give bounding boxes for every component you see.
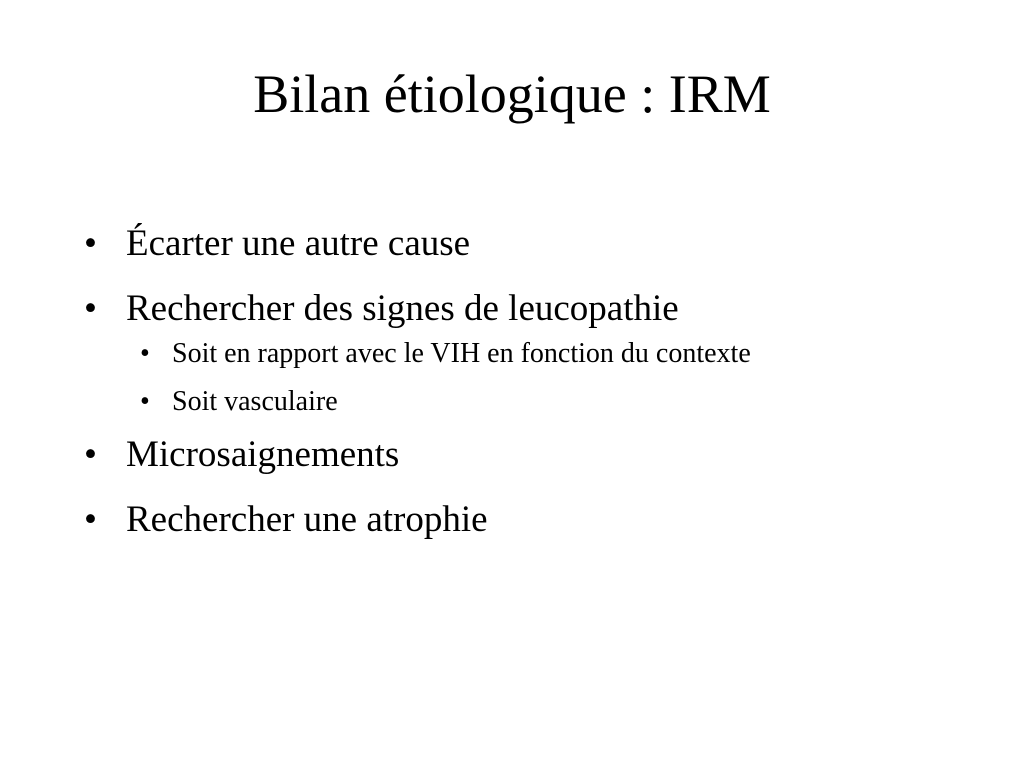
sub-bullet-text: Soit vasculaire: [172, 386, 338, 417]
sub-bullet-marker: •: [140, 338, 150, 369]
bullet-item: [84, 287, 984, 419]
bullet-marker: •: [84, 288, 97, 329]
bullet-text: Microsaignements: [126, 434, 400, 475]
bullet-item: [84, 498, 984, 542]
sub-bullet-marker: •: [140, 386, 150, 417]
bullet-item: [84, 433, 984, 477]
bullet-marker: •: [84, 434, 97, 475]
bullet-text: Rechercher une atrophie: [126, 499, 488, 540]
sub-bullet-item: [140, 337, 984, 371]
bullet-list: [84, 222, 984, 563]
slide-title: Bilan étiologique : IRM: [253, 64, 771, 124]
sub-bullet-text: Soit en rapport avec le VIH en fonction du contexte: [172, 338, 751, 369]
bullet-text: Rechercher des signes de leucopathie: [126, 288, 679, 329]
sub-bullet-item: [140, 385, 984, 419]
bullet-marker: •: [84, 223, 97, 264]
bullet-text: Écarter une autre cause: [126, 223, 471, 264]
bullet-item: [84, 222, 984, 266]
bullet-marker: •: [84, 499, 97, 540]
sub-bullet-list: [126, 337, 984, 419]
